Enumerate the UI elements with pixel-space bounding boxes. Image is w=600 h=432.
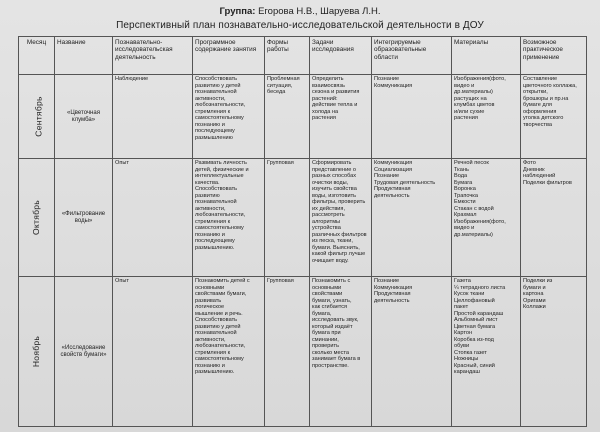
materials (452, 159, 521, 277)
cell-line: Газета (454, 278, 471, 284)
cell-line: видео и (454, 82, 475, 89)
cell-line: Стопка газет (454, 349, 487, 356)
cell-line: Вода (454, 173, 468, 179)
month-label: Октябрь (31, 199, 42, 235)
cell-line: Способствовать (195, 186, 238, 192)
cell-line: Ножницы (454, 356, 479, 362)
cell-line: развитию у детей (195, 323, 241, 330)
cell-line: бумага при (312, 330, 341, 336)
cell-line: уголка детского (523, 115, 564, 121)
cell-line: интеллектуальные (195, 173, 244, 179)
cell-line: растущих на (454, 95, 487, 102)
cell-line: Крахмал (454, 212, 477, 218)
cell-line: качества. (195, 179, 220, 186)
table-row (19, 277, 587, 427)
cell-line: воды, изготовить (312, 192, 357, 199)
cell-line: открытки, (523, 89, 548, 95)
cell-line: Групповая (267, 160, 294, 166)
cell-line: представление о (312, 166, 357, 173)
cell-line: стремления к (195, 108, 231, 115)
cell-line: взаимосвязь (312, 82, 345, 89)
cell-line: Познание (374, 173, 400, 179)
cell-line: Познание (374, 76, 400, 82)
cell-line: Поделки фильтров (523, 179, 572, 186)
cell-line: познавательной (195, 89, 237, 95)
cell-line: изучить свойства (312, 186, 357, 192)
cell-line: детей, физические и (195, 166, 249, 173)
table-row (19, 159, 587, 277)
cell-line: Красный, синий (454, 362, 495, 369)
cell-line: активности, (195, 336, 226, 343)
cell-line: беседа (267, 89, 286, 95)
col-header-tasks: Задачи исследования (310, 37, 372, 75)
cell-line: растения (454, 115, 478, 121)
cell-line: какой фильтр лучше (312, 251, 366, 257)
program-content (193, 277, 265, 427)
group-header (0, 6, 600, 17)
cell-line: Изображения(фото, (454, 218, 506, 225)
table-header-row (19, 37, 587, 75)
topic-name: «Исследование свойств бумаги» (55, 277, 113, 427)
cell-line: пространстве. (312, 362, 349, 369)
cell-line: Простой карандаш (454, 310, 504, 317)
cell-line: размышлению. (195, 244, 235, 251)
cell-line: Познание (374, 278, 400, 284)
materials (452, 75, 521, 159)
topic-name: «Цветочная клумба» (55, 75, 113, 159)
practical-application (521, 159, 587, 277)
cell-line: Ткань (454, 166, 469, 173)
cell-line: Определить (312, 76, 344, 82)
cell-line: Коммуникация (374, 160, 413, 166)
cell-line: Дневник (523, 166, 545, 173)
col-header-content: Программное содержание занятия (193, 37, 265, 75)
cell-line: Развивать личность (195, 160, 247, 166)
cell-line: клумбах цветов (454, 102, 495, 108)
topic-name: «Фильтрование воды» (55, 159, 113, 277)
integrated-areas (372, 277, 452, 427)
cell-line: сминании, (312, 336, 339, 343)
cell-line: размышлению (195, 134, 233, 141)
cell-line: бумага, (312, 310, 332, 317)
cell-line: и/или сухие (454, 108, 485, 115)
cell-line: основными (312, 284, 342, 291)
cell-line: Фото (523, 160, 536, 166)
month-cell (19, 75, 55, 159)
cell-line: логическое (195, 304, 225, 310)
cell-line: ситуация, (267, 82, 293, 89)
cell-line: бумаге для (523, 102, 552, 108)
cell-line: самостоятельному (195, 356, 244, 362)
cell-line: наблюдений (523, 173, 556, 179)
cell-line: стремления к (195, 349, 231, 356)
cell-line: развитию (195, 192, 220, 199)
cell-line: видео и (454, 225, 475, 231)
cell-line: Бумага (454, 179, 473, 186)
cell-line: очищает воду. (312, 257, 349, 264)
cell-line: Кусок ткани (454, 291, 485, 297)
activity-type: Наблюдение (113, 75, 193, 159)
cell-line: их действия, (312, 205, 346, 212)
cell-line: активности, (195, 95, 226, 102)
month-cell (19, 159, 55, 277)
research-tasks (310, 159, 372, 277)
month-label: Ноябрь (30, 335, 41, 367)
cell-line: Продуктивная (374, 291, 411, 297)
cell-line: цветочного коллажа, (523, 82, 577, 89)
group-authors: Егорова Н.В., Шаруева Л.Н. (258, 6, 381, 17)
cell-line: Воронка (454, 186, 476, 192)
cell-line: рассмотреть (312, 212, 345, 218)
program-content (193, 75, 265, 159)
cell-line: Продуктивная (374, 186, 411, 192)
integrated-areas (372, 75, 452, 159)
cell-line: Способствовать (195, 317, 238, 323)
cell-line: Емкости (454, 199, 476, 205)
cell-line: оформления (523, 108, 557, 115)
cell-line: свойствами (312, 291, 343, 297)
cell-line: развитию у детей (195, 82, 241, 89)
cell-line: проверить (312, 343, 339, 349)
cell-line: бумаги и (523, 284, 546, 291)
col-header-name: Название (55, 37, 113, 75)
cell-line: др.материалы) (454, 89, 493, 95)
col-header-application: Возможное практическое применение (521, 37, 587, 75)
cell-line: познанию и (195, 362, 225, 369)
research-tasks (310, 277, 372, 427)
cell-line: основными (195, 284, 225, 291)
cell-line: Изображения(фото, (454, 76, 506, 82)
cell-line: любознательности, (195, 212, 246, 218)
cell-line: Альбомный лист (454, 317, 498, 323)
plan-table (18, 36, 587, 427)
cell-line: занимает бумага в (312, 356, 361, 362)
cell-line: разных способах (312, 173, 357, 179)
cell-line: самостоятельному (195, 225, 244, 231)
cell-line: Коммуникация (374, 82, 413, 89)
cell-line: исследовать звук, (312, 317, 359, 323)
practical-application (521, 75, 587, 159)
cell-line: деятельность (374, 192, 410, 199)
cell-line: познанию и (195, 231, 225, 238)
cell-line: карандаш (454, 369, 480, 375)
month-cell (19, 277, 55, 427)
cell-line: брошюры и пр.на (523, 95, 569, 102)
cell-line: Познакомить с (312, 278, 351, 284)
cell-line: холода на (312, 108, 339, 115)
cell-line: размышлению. (195, 369, 235, 375)
cell-line: Целлофановый (454, 297, 495, 304)
cell-line: др.материалы) (454, 231, 493, 238)
cell-line: картона (523, 291, 544, 297)
cell-line: Поделки из (523, 278, 553, 284)
cell-line: последующему (195, 238, 235, 244)
cell-line: последующему (195, 128, 235, 134)
cell-line: Трапочка (454, 192, 478, 199)
cell-line: бумаги, узнать, (312, 297, 352, 304)
work-forms (265, 277, 310, 427)
cell-line: бумаги. Выяснить, (312, 244, 360, 251)
work-forms (265, 159, 310, 277)
cell-line: Речной песок (454, 160, 489, 166)
col-header-month: Месяц (19, 37, 55, 75)
cell-line: Проблемная (267, 76, 300, 82)
cell-line: активности, (195, 205, 226, 212)
cell-line: сезона и развития (312, 89, 360, 95)
col-header-activity: Познавательно-исследовательская деятельность (113, 37, 193, 75)
col-header-materials: Материалы (452, 37, 521, 75)
cell-line: который издаёт (312, 323, 353, 330)
cell-line: пакет (454, 304, 469, 310)
cell-line: Сформировать (312, 160, 352, 166)
cell-line: различных фильтров (312, 231, 367, 238)
group-label: Группа: (219, 6, 256, 17)
cell-line: любознательности, (195, 343, 246, 349)
work-forms (265, 75, 310, 159)
cell-line: познавательной (195, 330, 237, 336)
cell-line: Коммуникация (374, 284, 413, 291)
cell-line: Составление (523, 76, 558, 82)
cell-line: развивать (195, 297, 222, 304)
col-header-forms: Формы работы (265, 37, 310, 75)
cell-line: Способствовать (195, 76, 238, 82)
cell-line: обуви (454, 343, 470, 349)
cell-line: любознательности, (195, 102, 246, 108)
cell-line: Стакан с водой (454, 205, 494, 212)
table-row (19, 75, 587, 159)
cell-line: познавательной (195, 199, 237, 205)
col-header-areas: Интегрируемые образовательные области (372, 37, 452, 75)
cell-line: очистки воды, (312, 179, 349, 186)
cell-line: свойствами бумаги, (195, 291, 247, 297)
cell-line: Цветная бумага (454, 323, 496, 330)
cell-line: как сгибается (312, 304, 348, 310)
activity-type: Опыт (113, 277, 193, 427)
cell-line: Групповая (267, 278, 294, 284)
cell-line: самостоятельному (195, 115, 244, 121)
cell-line: Оригами (523, 297, 546, 304)
cell-line: Коллажи (523, 304, 546, 310)
cell-line: из песка, ткани, (312, 238, 353, 244)
cell-line: творчества (523, 121, 552, 128)
cell-line: действие тепла и (312, 102, 358, 108)
cell-line: деятельность (374, 297, 410, 304)
materials (452, 277, 521, 427)
cell-line: Коробка из-под (454, 336, 494, 343)
cell-line: растения (312, 115, 336, 121)
practical-application (521, 277, 587, 427)
research-tasks (310, 75, 372, 159)
month-label: Сентябрь (33, 96, 44, 137)
cell-line: устройства (312, 225, 341, 231)
cell-line: сколько места (312, 349, 350, 356)
cell-line: алгоритмы (312, 218, 341, 225)
cell-line: стремления к (195, 218, 231, 225)
cell-line: фильтры, проверить (312, 199, 366, 205)
cell-line: Познакомить детей с (195, 278, 250, 284)
program-content (193, 159, 265, 277)
cell-line: Трудовая деятельность (374, 179, 436, 186)
activity-type: Опыт (113, 159, 193, 277)
cell-line: ¼ тетрадного листа (454, 284, 506, 291)
document-title: Перспективный план познавательно-исследовательской деятельности в ДОУ (116, 20, 484, 31)
integrated-areas (372, 159, 452, 277)
cell-line: мышление и речь. (195, 310, 243, 317)
cell-line: растений: (312, 95, 338, 102)
cell-line: познанию и (195, 121, 225, 128)
cell-line: Социализация (374, 166, 413, 173)
cell-line: Картон (454, 330, 473, 336)
